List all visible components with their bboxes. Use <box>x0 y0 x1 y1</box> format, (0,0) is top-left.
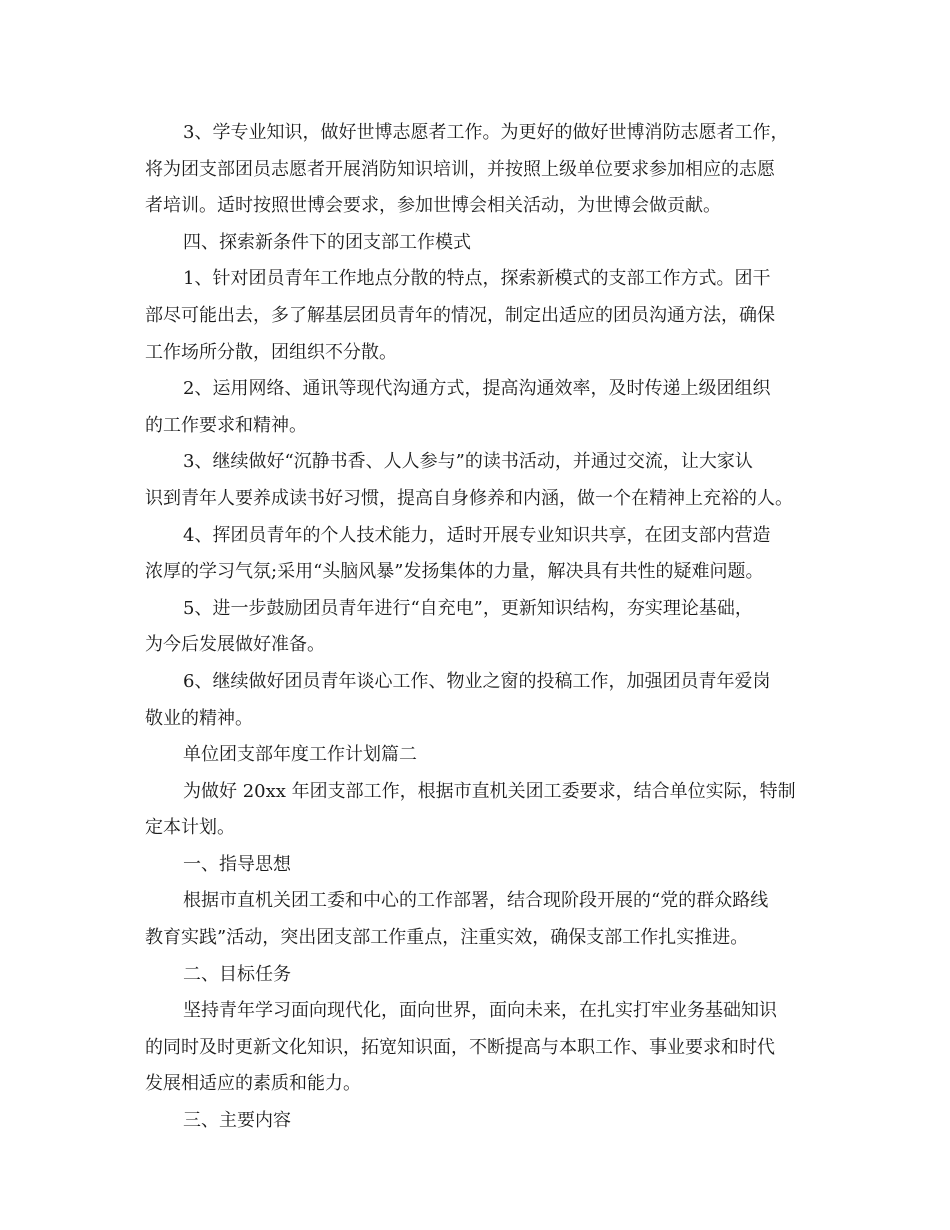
paragraph <box>145 774 810 847</box>
paragraph <box>145 664 810 737</box>
paragraph <box>145 993 810 1103</box>
paragraph <box>145 444 810 517</box>
paragraph <box>145 518 810 591</box>
text-line: 一、指导思想 <box>183 853 291 875</box>
text-line: 4、挥团员青年的个人技术能力，适时开展专业知识共享，在团支部内营造 <box>183 524 771 546</box>
paragraph <box>145 371 810 444</box>
text-line: 1、针对团员青年工作地点分散的特点，探索新模式的支部工作方式。团干 <box>183 268 771 290</box>
text-line: 2、运用网络、通讯等现代沟通方式，提高沟通效率，及时传递上级团组织 <box>183 378 771 400</box>
text-line: 5、进一步鼓励团员青年进行“自充电”，更新知识结构，夯实理论基础， <box>183 597 753 619</box>
text-line: 根据市直机关团工委和中心的工作部署，结合现阶段开展的“党的群众路线 <box>183 890 769 912</box>
text-line: 教育实践”活动，突出团支部工作重点，注重实效，确保支部工作扎实推进。 <box>145 927 749 949</box>
text-line: 浓厚的学习气氛;采用“头脑风暴”发扬集体的力量，解决具有共性的疑难问题。 <box>145 561 764 583</box>
text-line: 二、目标任务 <box>183 963 291 985</box>
text-line: 的工作要求和精神。 <box>145 414 307 436</box>
section-heading <box>145 957 810 994</box>
text-line: 的同时及时更新文化知识，拓宽知识面，不断提高与本职工作、事业要求和时代 <box>145 1036 775 1058</box>
paragraph <box>145 591 810 664</box>
section-heading <box>145 737 810 774</box>
text-line: 四、探索新条件下的团支部工作模式 <box>183 231 471 253</box>
text-line: 坚持青年学习面向现代化，面向世界，面向未来，在扎实打牢业务基础知识 <box>183 1000 777 1022</box>
text-line: 6、继续做好团员青年谈心工作、物业之窗的投稿工作，加强团员青年爱岗 <box>183 670 771 692</box>
text-line: 工作场所分散，团组织不分散。 <box>145 341 397 363</box>
text-line: 3、继续做好“沉静书香、人人参与”的读书活动，并通过交流，让大家认 <box>183 451 753 473</box>
text-line: 发展相适应的素质和能力。 <box>145 1073 361 1095</box>
text-line: 将为团支部团员志愿者开展消防知识培训，并按照上级单位要求参加相应的志愿 <box>145 158 775 180</box>
text-line: 为做好 20xx 年团支部工作，根据市直机关团工委要求，结合单位实际，特制 <box>183 780 796 802</box>
text-line: 单位团支部年度工作计划篇二 <box>183 744 417 766</box>
text-line: 部尽可能出去，多了解基层团员青年的情况，制定出适应的团员沟通方法，确保 <box>145 304 775 326</box>
paragraph <box>145 115 810 225</box>
text-line: 3、学专业知识，做好世博志愿者工作。为更好的做好世博消防志愿者工作， <box>183 122 789 143</box>
section-heading <box>145 225 810 262</box>
text-line: 敬业的精神。 <box>145 707 253 729</box>
text-line: 者培训。适时按照世博会要求，参加世博会相关活动，为世博会做贡献。 <box>145 195 721 217</box>
document-body <box>145 115 810 1140</box>
text-line: 三、主要内容 <box>183 1110 291 1132</box>
text-line: 为今后发展做好准备。 <box>145 634 325 656</box>
paragraph <box>145 883 810 956</box>
text-line: 识到青年人要养成读书好习惯，提高自身修养和内涵，做一个在精神上充裕的人。 <box>145 487 793 509</box>
paragraph <box>145 261 810 371</box>
text-line: 定本计划。 <box>145 817 235 839</box>
section-heading <box>145 847 810 884</box>
section-heading <box>145 1103 810 1140</box>
